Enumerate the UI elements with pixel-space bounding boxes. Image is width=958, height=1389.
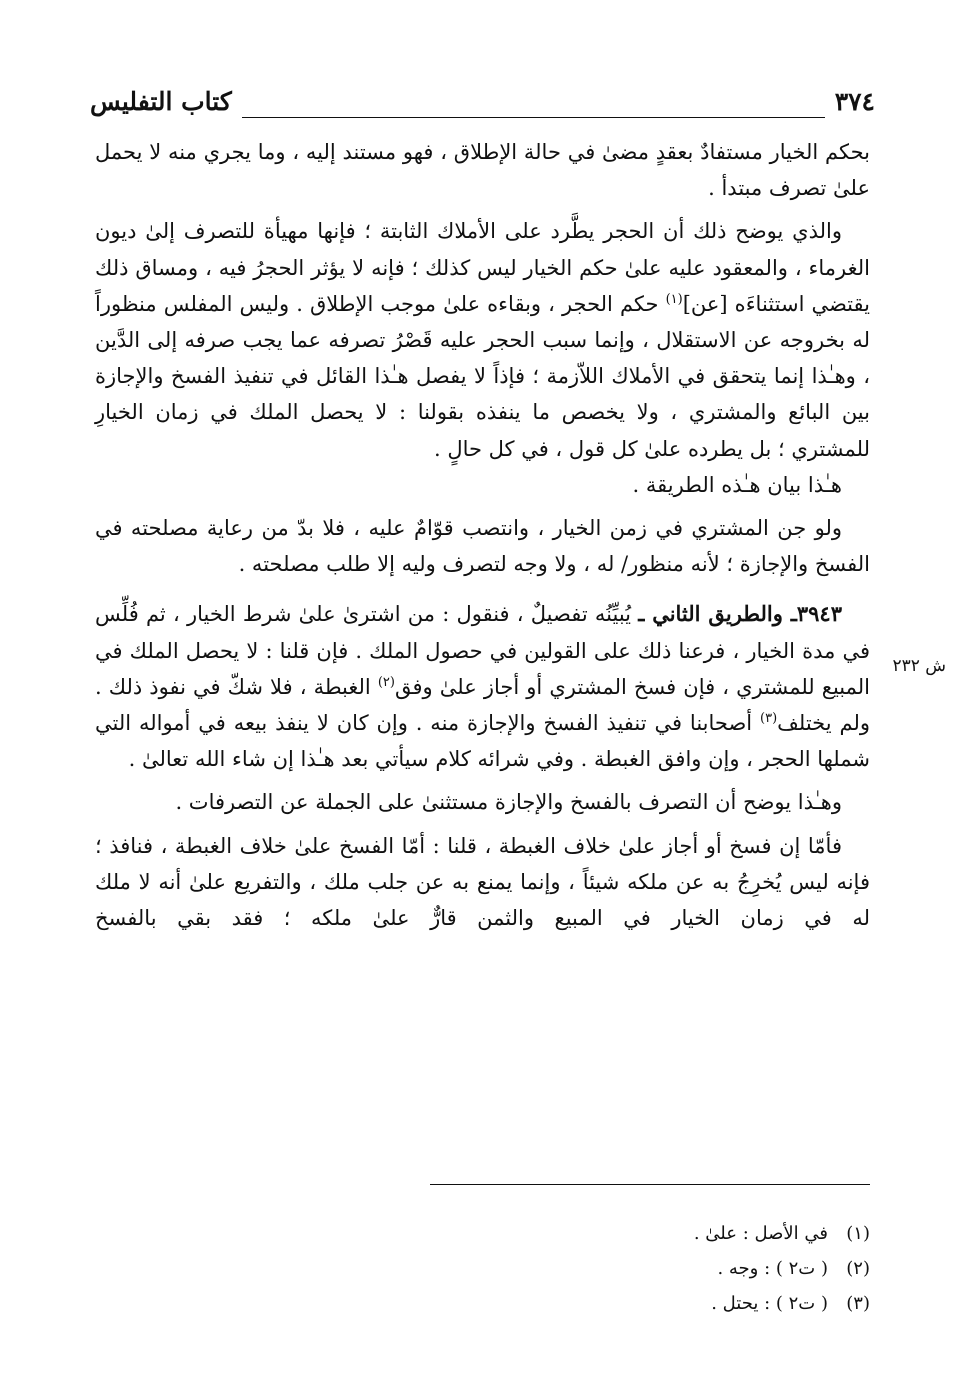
main-text <box>95 134 870 936</box>
footnote-ref-3[interactable]: (٣) <box>760 711 778 727</box>
page-header <box>90 86 875 126</box>
footnote-text: في الأصل : علىٰ . <box>693 1223 828 1244</box>
paragraph-4 <box>95 510 870 582</box>
footnote-text: ( ت٢ ) : يحتل . <box>711 1293 828 1314</box>
paragraph-text: هـٰذا بيان هـٰذه الطريقة . <box>632 472 842 497</box>
footnote-separator <box>430 1184 870 1185</box>
footnote-item <box>370 1216 870 1251</box>
footnote-item <box>370 1286 870 1321</box>
paragraph-7 <box>95 828 870 937</box>
paragraph-text: والذي يوضح ذلك أن الحجر يطَّرد على الأملاك الثابتة ؛ فإنها مهيأة للتصرف إلىٰ ديون الغرماء ، والمعقود عليه علىٰ حكم الخيار ليس كذلك ؛ فإنه لا يؤثر الحجرُ فيه ، ومساق ذلك يقتضي استثناءَه [عن] <box>95 219 870 316</box>
paragraph-text: الغبطة ، فلا شكّ في نفوذ ذلك . ولم يختلف <box>95 674 870 736</box>
paragraph-1 <box>95 134 870 206</box>
footnote-ref-1[interactable]: (١) <box>665 291 683 307</box>
section-heading: ٣٩٤٣ـ والطريق الثاني ـ <box>638 601 842 627</box>
footnote-item <box>370 1251 870 1286</box>
footnote-number: (٢) <box>846 1258 870 1279</box>
paragraph-text: يُبيِّنُه تفصيلٌ ، فنقول : من اشترىٰ علىٰ شرط الخيار ، ثم فُلِّس في مدة الخيار ، فرعنا ذلك على القولين في حصول الملك . فإن قلنا : لا يحصل الملك في المبيع للمشتري ، فإن فسخ المشتري أو أجاز علىٰ وفق <box>95 602 870 699</box>
paragraph-text: بحكم الخيار مستفادٌ بعقدٍ مضىٰ في حالة الإطلاق ، فهو مستند إليه ، وما يجري منه لا يحمل علىٰ تصرف مبتدأ . <box>95 140 870 201</box>
paragraph-2 <box>95 213 870 466</box>
footnote-text: ( ت٢ ) : وجه . <box>717 1258 828 1279</box>
paragraph-text: وهـٰذا يوضح أن التصرف بالفسخ والإجازة مستثنىٰ على الجملة عن التصرفات . <box>175 790 842 815</box>
paragraph-text: ولو جن المشتري في زمن الخيار ، وانتصب قوّامٌ عليه ، فلا بدّ من رعاية مصلحته في الفسخ والإجازة ؛ لأنه منظور/ له ، ولا وجه لتصرف وليه إلا طلب مصلحته . <box>95 516 870 577</box>
book-title: كتاب التفليس <box>90 86 242 118</box>
paragraph-3 <box>95 467 870 503</box>
footnotes <box>370 1216 870 1321</box>
footnote-ref-2[interactable]: (٢) <box>377 674 395 690</box>
paragraph-text: فأمّا إن فسخ أو أجاز علىٰ خلاف الغبطة ، قلنا : أمّا الفسخ علىٰ خلاف الغبطة ، فنافذ ؛ فإنه ليس يُخرِجُ به عن ملكه شيئاً ، وإنما يمنع به عن جلب ملك ، والتفريع علىٰ أنه لا ملك له في زمان الخيار في المبيع والثمن قارٌّ علىٰ ملكه ؛ فقد بقي بالفسخ <box>95 833 870 931</box>
paragraph-5 <box>95 596 870 777</box>
paragraph-text: أصحابنا في تنفيذ الفسخ والإجازة منه . وإن كان لا ينفذ بيعه في أمواله التي شملها الحجر ، وإن وافق الغبطة . وفي شرائه كلام سيأتي بعد هـٰذا إن شاء الله تعالىٰ . <box>95 711 870 772</box>
paragraph-text: حكم الحجر ، وبقاءه علىٰ موجب الإطلاق . وليس المفلس منظوراً له بخروجه عن الاستقلال ، وإنما سبب الحجر عليه قَصْرُ تصرفه عما يجب صرفه إلى الدَّين ، وهـٰذا إنما يتحقق في الأملاك اللاّزمة ؛ فإذاً لا يفصل هـٰذا القائل في تنفيذ الفسخ والإجازة بين البائع والمشتري ، ولا يخصص ما ينفذه بقولنا : لا يحصل الملك في زمان الخيارِ للمشتري ؛ بل يطرده علىٰ كل قول ، في كل حالٍ . <box>95 291 870 461</box>
manuscript-page-marker: ش ٢٣٢ <box>892 656 946 676</box>
footnote-number: (١) <box>846 1223 870 1244</box>
paragraph-6 <box>95 784 870 820</box>
page-number: ٣٧٤ <box>825 86 875 118</box>
footnote-number: (٣) <box>846 1293 870 1314</box>
